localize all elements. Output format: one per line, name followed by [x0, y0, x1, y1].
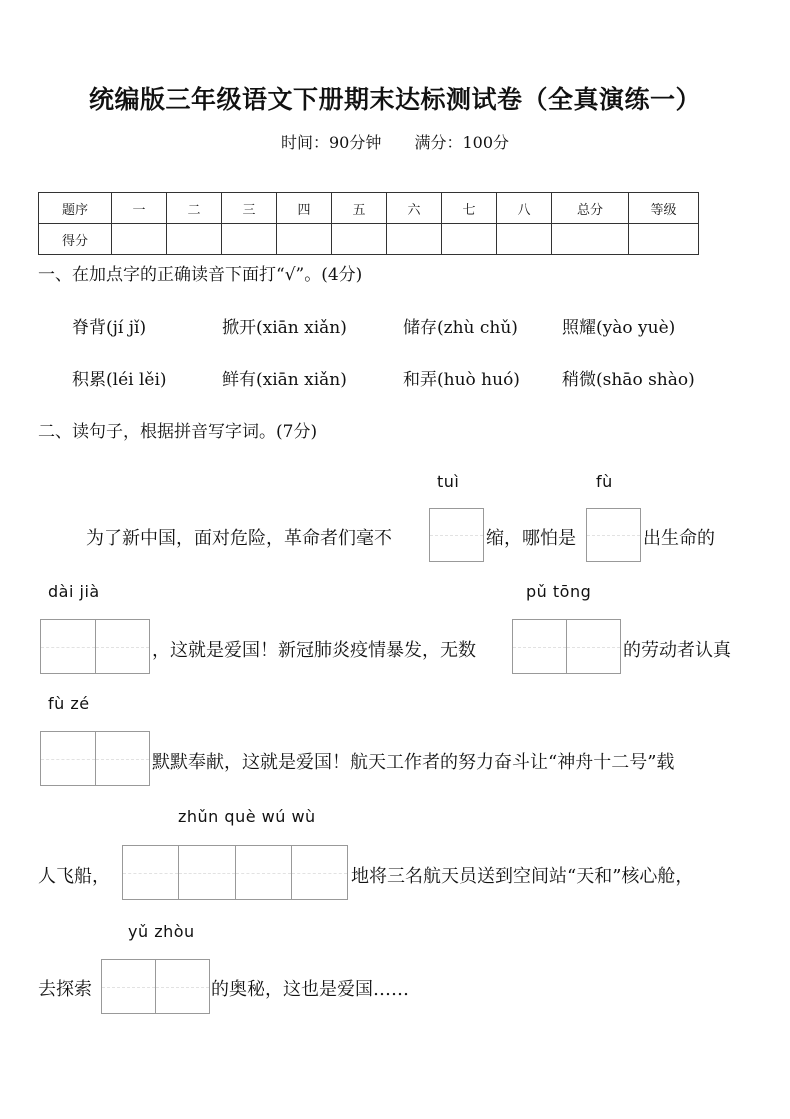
answer-box[interactable]	[429, 508, 484, 562]
pinyin-choice-item[interactable]: 照耀(yào yuè)	[562, 318, 676, 338]
exam-info	[0, 130, 790, 153]
header-cell: 一	[112, 193, 167, 224]
pinyin-choice-item[interactable]: 鲜有(xiān xiǎn)	[222, 370, 347, 390]
page-title: 统编版三年级语文下册期末达标测试卷（全真演练一）	[88, 85, 701, 114]
pinyin-choice-item[interactable]: 脊背(jí jǐ)	[72, 318, 147, 338]
answer-box[interactable]	[122, 845, 348, 900]
score-cell[interactable]	[222, 224, 277, 255]
sentence-text: 人飞船，	[38, 866, 110, 887]
section2-heading: 二、读句子，根据拼音写字词。(7分)	[38, 422, 318, 442]
pinyin-label: zhǔn què wú wù	[178, 807, 316, 826]
header-cell: 七	[442, 193, 497, 224]
row-label: 得分	[39, 224, 112, 255]
header-cell: 八	[497, 193, 552, 224]
header-cell: 三	[222, 193, 277, 224]
score-cell[interactable]	[332, 224, 387, 255]
header-cell: 总分	[552, 193, 629, 224]
pinyin-label: dài jià	[48, 582, 100, 601]
header-cell: 二	[167, 193, 222, 224]
score-cell[interactable]	[277, 224, 332, 255]
pinyin-choice-item[interactable]: 稍微(shāo shào)	[562, 370, 695, 390]
header-cell: 五	[332, 193, 387, 224]
sentence-text: 出生命的	[643, 528, 715, 549]
pinyin-label: fù	[596, 472, 613, 491]
time-limit: 时间：90分钟	[280, 133, 382, 152]
score-cell[interactable]	[629, 224, 699, 255]
sentence-text: 默默奉献，这就是爱国！航天工作者的努力奋斗让“神舟十二号”载	[152, 752, 675, 773]
answer-box[interactable]	[40, 731, 150, 786]
score-cell[interactable]	[497, 224, 552, 255]
sentence-text: 去探索	[38, 979, 92, 1000]
full-score: 满分：100分	[414, 133, 509, 152]
score-cell[interactable]	[552, 224, 629, 255]
pinyin-choice-item[interactable]: 积累(léi lěi)	[72, 370, 167, 390]
sentence-text: ，这就是爱国！新冠肺炎疫情暴发，无数	[152, 640, 476, 661]
score-cell[interactable]	[387, 224, 442, 255]
header-cell: 题序	[39, 193, 112, 224]
sentence-text: 为了新中国，面对危险，革命者们毫不	[86, 528, 392, 549]
pinyin-choice-item[interactable]: 储存(zhù chǔ)	[403, 318, 518, 338]
sentence-text: 缩，哪怕是	[486, 528, 576, 549]
answer-box[interactable]	[40, 619, 150, 674]
header-cell: 四	[277, 193, 332, 224]
header-cell: 六	[387, 193, 442, 224]
answer-box[interactable]	[101, 959, 210, 1014]
pinyin-label: yǔ zhòu	[128, 922, 195, 941]
answer-box[interactable]	[586, 508, 641, 562]
pinyin-choice-item[interactable]: 掀开(xiān xiǎn)	[222, 318, 347, 338]
score-cell[interactable]	[442, 224, 497, 255]
header-cell: 等级	[629, 193, 699, 224]
score-table	[38, 192, 699, 255]
pinyin-choice-item[interactable]: 和弄(huò huó)	[403, 370, 520, 390]
pinyin-label: fù zé	[48, 694, 90, 713]
section1-heading: 一、在加点字的正确读音下面打“√”。(4分)	[38, 265, 363, 285]
answer-box[interactable]	[512, 619, 621, 674]
pinyin-label: pǔ tōng	[526, 582, 592, 601]
sentence-text: 的奥秘，这也是爱国……	[211, 979, 409, 1000]
score-table-score-row	[39, 224, 699, 255]
pinyin-label: tuì	[437, 472, 460, 491]
sentence-text: 地将三名航天员送到空间站“天和”核心舱，	[351, 866, 694, 887]
score-table-header-row	[39, 193, 699, 224]
score-cell[interactable]	[167, 224, 222, 255]
score-cell[interactable]	[112, 224, 167, 255]
sentence-text: 的劳动者认真	[623, 640, 731, 661]
